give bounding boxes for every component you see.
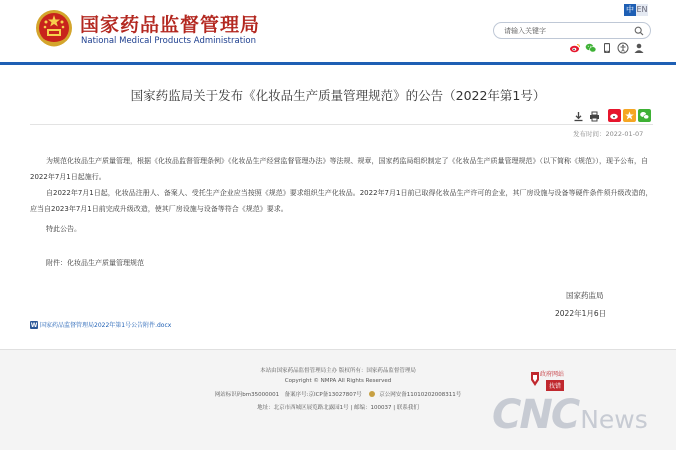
site-header <box>0 0 676 62</box>
footer-sponsor: 本站由国家药品监督管理局主办 版权所有：国家药品监督管理局 <box>260 368 416 374</box>
article-paragraph: 为规范化妆品生产质量管理，根据《化妆品监督管理条例》《化妆品生产经营监督管理办法》等法规、规章，国家药监局组织制定了《化妆品生产质量管理规范》（以下简称《规范》），现予公布，自2022年7月1日起施行。 <box>30 157 648 181</box>
footer-address: 地址：北京市西城区展览路北露园1号 | 邮编：100037 | 联系我们 <box>257 405 419 411</box>
signer: 国家药监局 <box>566 291 604 300</box>
attachment-filename[interactable]: 国家药品监督管理局2022年第1号公告附件.docx <box>40 322 172 329</box>
publish-time: 发布时间：2022-01-07 <box>573 130 644 138</box>
lang-zh-button[interactable]: 中 <box>626 5 634 14</box>
language-switch <box>624 4 648 16</box>
accessibility-icon[interactable] <box>617 42 629 54</box>
share-weibo-icon[interactable] <box>608 109 621 122</box>
police-badge-icon <box>369 391 375 397</box>
print-icon[interactable] <box>589 111 600 122</box>
news-watermark-text: News <box>580 405 648 434</box>
sign-date: 2022年1月6日 <box>555 309 607 318</box>
gov-badge-title: 政府网站 <box>540 371 565 378</box>
cnc-news-watermark <box>492 392 648 438</box>
attachment-note: 附件：化妆品生产质量管理规范 <box>46 259 144 267</box>
article-share-row <box>608 109 651 122</box>
article-paragraph: 自2022年7月1日起，化妆品注册人、备案人、受托生产企业应当按照《规范》要求组织生产化妆品。2022年7月1日前已取得化妆品生产许可的企业，其厂房设施与设备等硬件条件须升级改造的，应当自2023年7月1日前完成升级改造，使其厂房设施与设备等符合《规范》要求。 <box>30 189 653 213</box>
lang-en-button[interactable]: EN <box>636 5 648 14</box>
cnc-watermark-text: CNC <box>492 392 579 438</box>
share-qzone-icon[interactable] <box>623 109 636 122</box>
footer-copyright: Copyright © NMPA All Rights Reserved <box>284 378 392 384</box>
meta-divider <box>30 124 653 125</box>
gov-badge-action: 找错 <box>546 380 564 391</box>
article-paragraph: 特此公告。 <box>46 225 81 233</box>
article-title: 国家药监局关于发布《化妆品生产质量管理规范》的公告（2022年第1号） <box>130 88 546 103</box>
header-share-row <box>569 42 645 54</box>
header-divider <box>0 62 676 65</box>
search-box <box>493 22 651 39</box>
word-doc-icon <box>30 321 38 329</box>
download-icon[interactable] <box>573 111 584 122</box>
svg-text:W: W <box>30 321 38 329</box>
wechat-icon[interactable] <box>585 42 597 54</box>
footer-police[interactable]: 京公网安备11010202008311号 <box>379 392 462 398</box>
national-emblem-icon[interactable] <box>34 8 74 50</box>
article-tools <box>573 111 600 122</box>
footer-icp[interactable]: 网站标识码bm35000001 备案序号:京ICP备13027807号 <box>214 392 362 398</box>
site-name-en[interactable]: National Medical Products Administration <box>81 36 256 46</box>
user-icon[interactable] <box>633 42 645 54</box>
search-input[interactable] <box>504 25 629 37</box>
gov-mark-icon <box>530 371 540 387</box>
gov-site-error-badge[interactable] <box>530 369 580 391</box>
mobile-icon[interactable] <box>601 42 613 54</box>
search-icon[interactable] <box>634 26 644 36</box>
weibo-icon[interactable] <box>569 42 581 54</box>
site-name-zh[interactable]: 国家药品监督管理局 <box>80 14 261 36</box>
share-wechat-icon[interactable] <box>638 109 651 122</box>
attachment-link[interactable] <box>30 320 171 329</box>
